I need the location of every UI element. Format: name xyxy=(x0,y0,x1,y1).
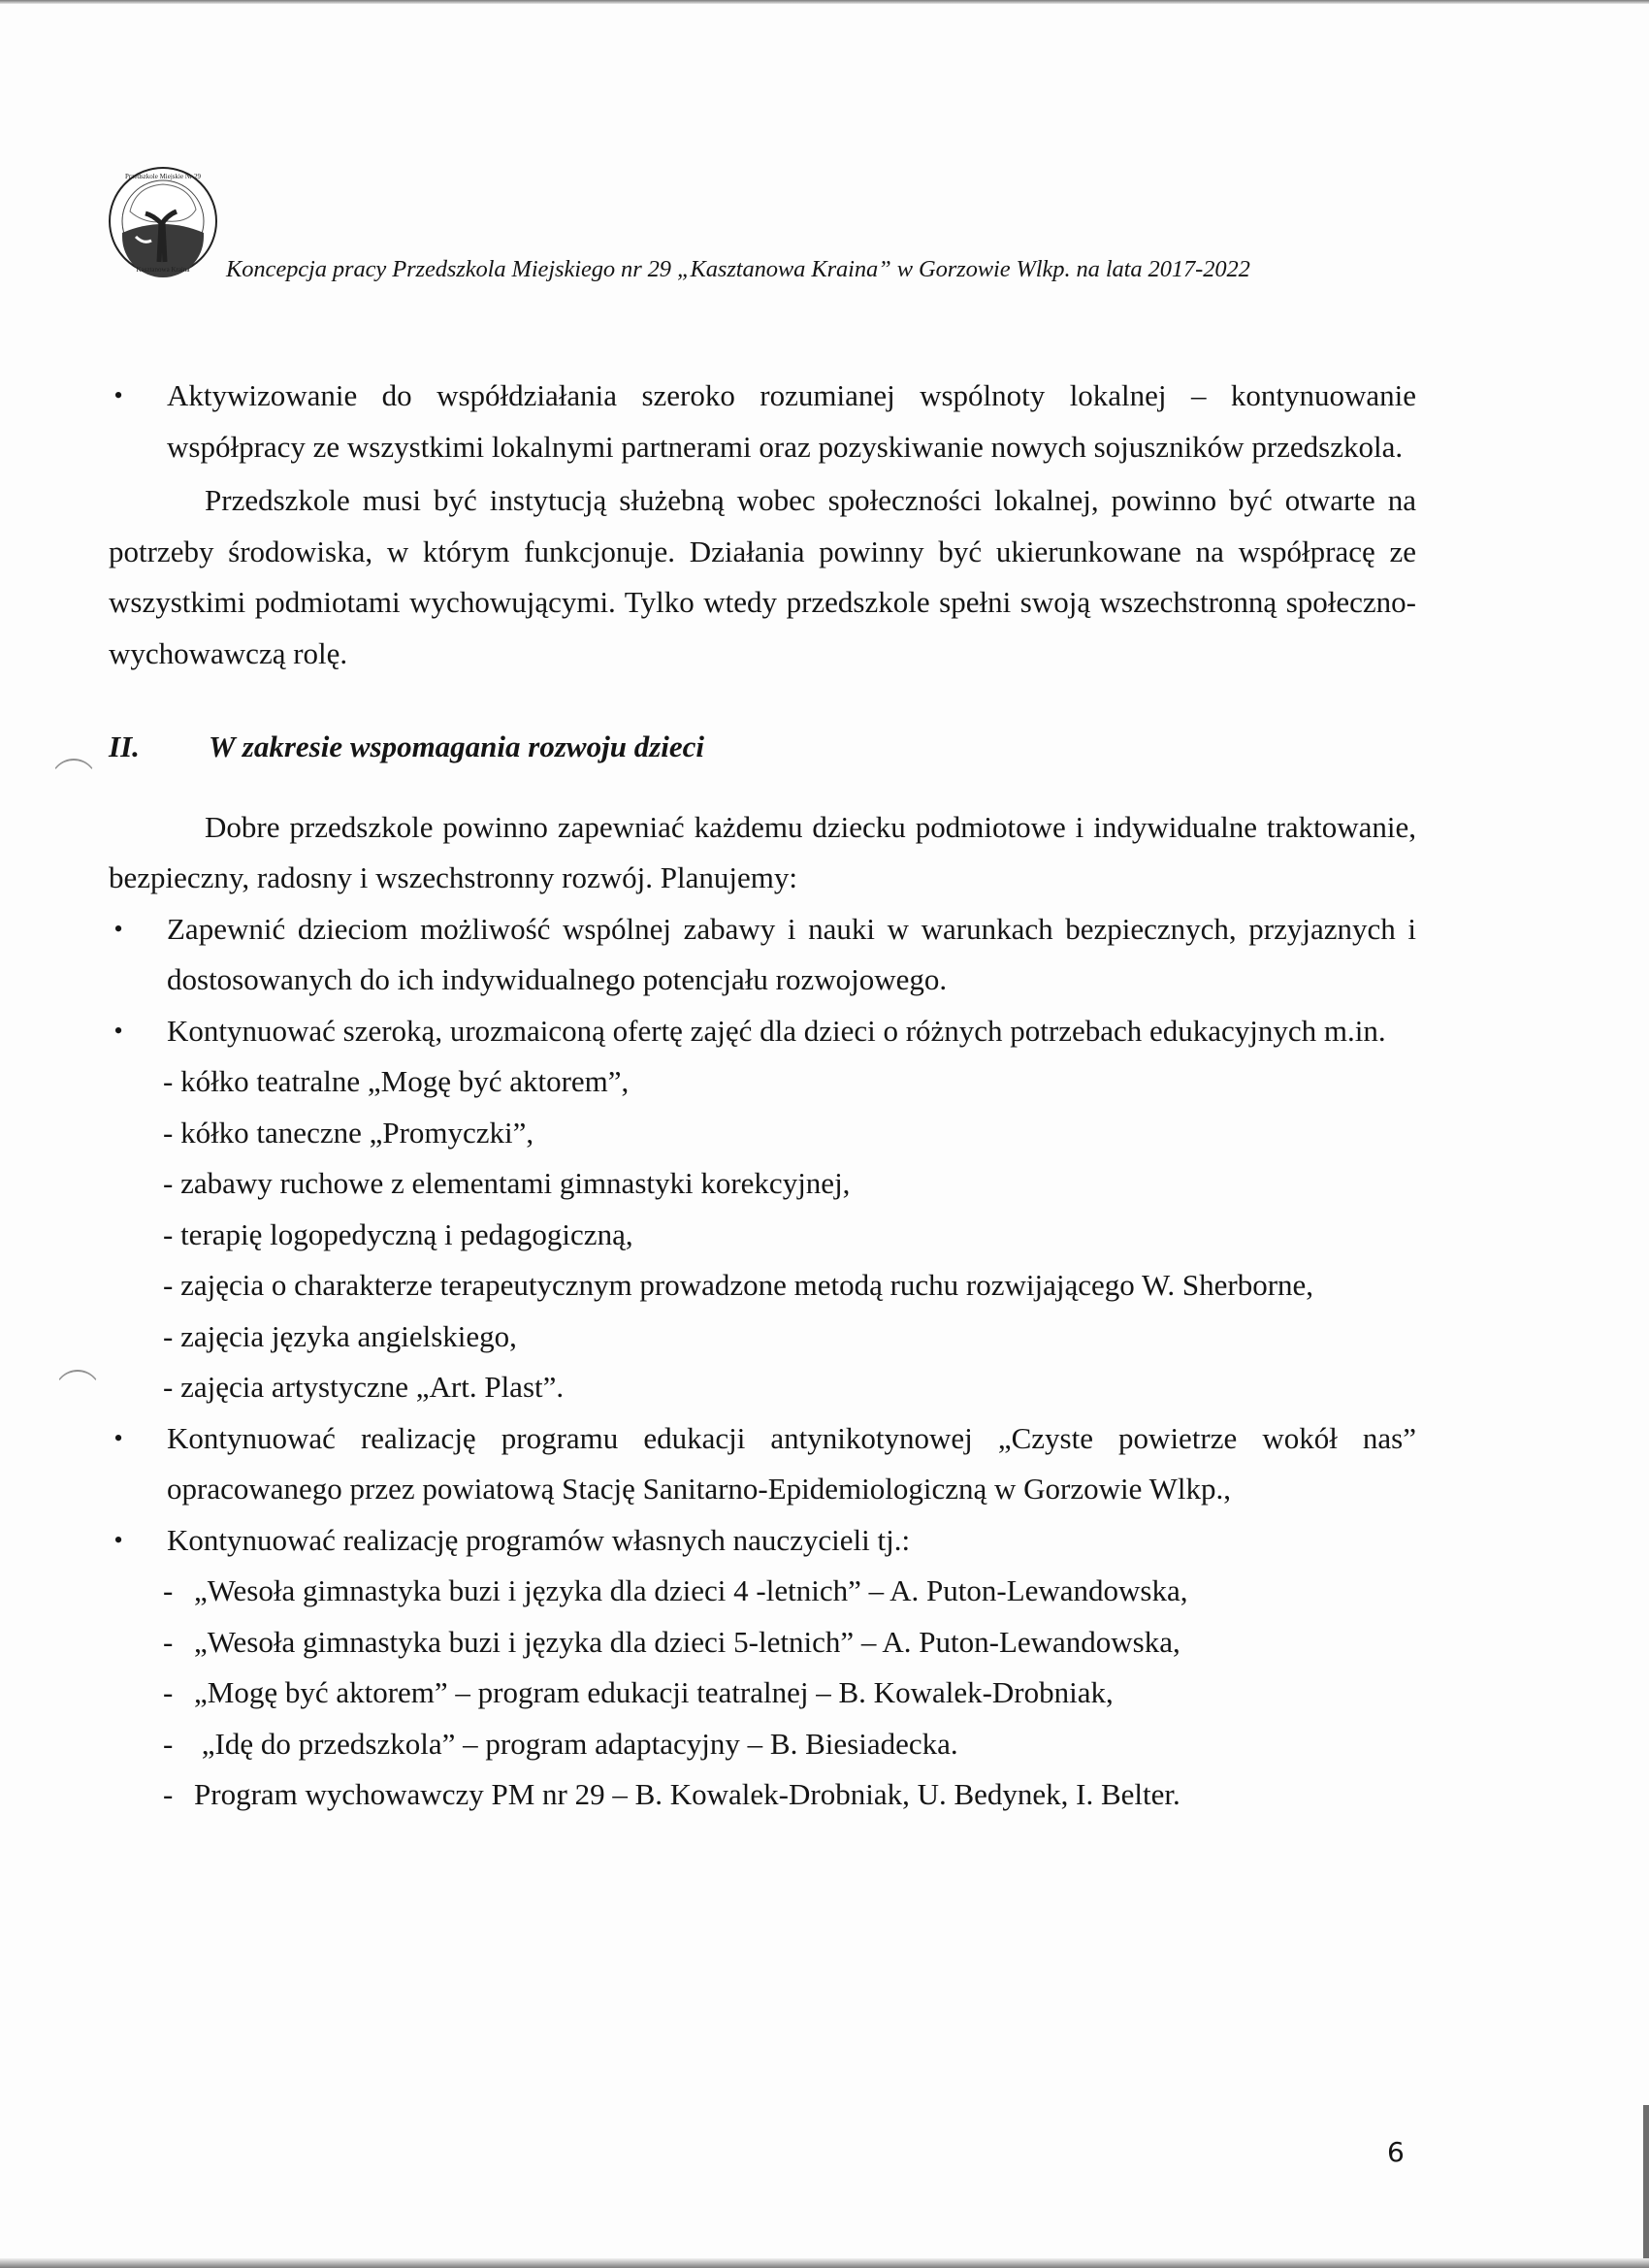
community-paragraph: Przedszkole musi być instytucją służebną wobec społeczności lokalnej, powinno być otwarte na potrzeby środowiska, w którym funkcjonuje. Działania powinny być ukierunkowane na współpracę ze wszystkimi podmiotami wychowującymi. Tylko wtedy przedszkole spełni swoją wszechstronną społeczno-wychowawczą rolę. xyxy=(109,483,1416,670)
svg-text:Kasztanowa Kraina: Kasztanowa Kraina xyxy=(136,266,190,274)
activity-item: - zajęcia artystyczne „Art. Plast”. xyxy=(163,1370,565,1404)
kindergarten-tree-logo-icon xyxy=(107,165,219,277)
dash-marker: - xyxy=(163,1726,174,1761)
bullet-icon: • xyxy=(113,914,123,943)
bullet-text: Aktywizowanie do współdziałania szeroko rozumianej wspólnoty lokalnej – kontynuowanie współpracy ze wszystkimi lokalnymi partnerami oraz pozyskiwanie nowych sojuszników przedszkola. xyxy=(167,378,1416,464)
program-item xyxy=(109,1668,1416,1719)
section-heading xyxy=(109,722,1416,773)
bullet-item xyxy=(109,1006,1416,1057)
bullet-icon: • xyxy=(113,1016,123,1045)
bullet-text: Zapewnić dzieciom możliwość wspólnej zabawy i nauki w warunkach bezpiecznych, przyjaznych i dostosowanych do ich indywidualnego potencjału rozwojowego. xyxy=(167,911,1416,996)
activity-item: - terapię logopedyczną i pedagogiczną, xyxy=(163,1216,633,1251)
dash-marker: - xyxy=(163,1624,174,1659)
page-header xyxy=(107,155,1465,281)
activity-item: - zajęcia języka angielskiego, xyxy=(163,1318,517,1353)
bullet-icon: • xyxy=(113,1423,123,1452)
activity-item: - kółko teatralne „Mogę być aktorem”, xyxy=(163,1064,630,1098)
scan-edge-top xyxy=(0,0,1649,4)
punch-hole-mark xyxy=(54,1370,101,1416)
bullet-item xyxy=(109,1515,1416,1567)
activity-item: - zajęcia o charakterze terapeutycznym prowadzone metodą ruchu rozwijającego W. Sherborne, xyxy=(163,1268,1314,1302)
section-title: W zakresie wspomagania rozwoju dzieci xyxy=(209,729,705,763)
bullet-item xyxy=(109,904,1416,1006)
program-item xyxy=(109,1566,1416,1617)
dash-marker: - xyxy=(163,1573,174,1607)
document-title: Koncepcja pracy Przedszkola Miejskiego nr 29 „Kasztanowa Kraina” w Gorzowie Wlkp. na lata 2017-2022 xyxy=(226,256,1250,282)
program-text: „Idę do przedszkola” – program adaptacyjny – B. Biesiadecka. xyxy=(194,1726,958,1761)
program-item xyxy=(109,1617,1416,1669)
svg-text:Przedszkole Miejskie Nr 29: Przedszkole Miejskie Nr 29 xyxy=(125,173,201,180)
activity-item: - zabawy ruchowe z elementami gimnastyki korekcyjnej, xyxy=(163,1166,851,1200)
bullet-icon: • xyxy=(113,1525,123,1554)
scan-edge-right xyxy=(1643,2105,1649,2268)
bullet-text: Kontynuować realizację programu edukacji antynikotynowej „Czyste powietrze wokół nas” opracowanego przez powiatową Stację Sanitarno-Epidemiologiczną w Gorzowie Wlkp., xyxy=(167,1420,1416,1506)
bullet-item xyxy=(109,1413,1416,1515)
activity-item: - kółko taneczne „Promyczki”, xyxy=(163,1115,534,1150)
dash-marker: - xyxy=(163,1777,174,1811)
bullet-text: Kontynuować szeroką, urozmaiconą ofertę zajęć dla dzieci o różnych potrzebach edukacyjnych m.in. xyxy=(167,1013,1386,1048)
program-text: Program wychowawczy PM nr 29 – B. Kowalek-Drobniak, U. Bedynek, I. Belter. xyxy=(194,1777,1180,1811)
program-item xyxy=(109,1719,1416,1770)
page-number: 6 xyxy=(1387,2136,1405,2168)
document-body xyxy=(109,371,1416,1821)
bullet-item xyxy=(109,371,1416,472)
punch-hole-mark xyxy=(50,759,97,805)
section-intro-paragraph: Dobre przedszkole powinno zapewniać każdemu dziecku podmiotowe i indywidualne traktowanie, bezpieczny, radosny i wszechstronny rozwój. Planujemy: xyxy=(109,809,1416,894)
bullet-text: Kontynuować realizację programów własnych nauczycieli tj.: xyxy=(167,1522,911,1557)
scan-edge-bottom xyxy=(0,2258,1649,2268)
program-text: „Wesoła gimnastyka buzi i języka dla dzieci 4 -letnich” – A. Puton-Lewandowska, xyxy=(194,1573,1188,1607)
dash-marker: - xyxy=(163,1675,174,1709)
program-text: „Wesoła gimnastyka buzi i języka dla dzieci 5-letnich” – A. Puton-Lewandowska, xyxy=(194,1624,1180,1659)
program-text: „Mogę być aktorem” – program edukacji teatralnej – B. Kowalek-Drobniak, xyxy=(194,1675,1114,1709)
section-number: II. xyxy=(109,729,140,763)
program-item xyxy=(109,1769,1416,1821)
bullet-icon: • xyxy=(113,381,123,409)
